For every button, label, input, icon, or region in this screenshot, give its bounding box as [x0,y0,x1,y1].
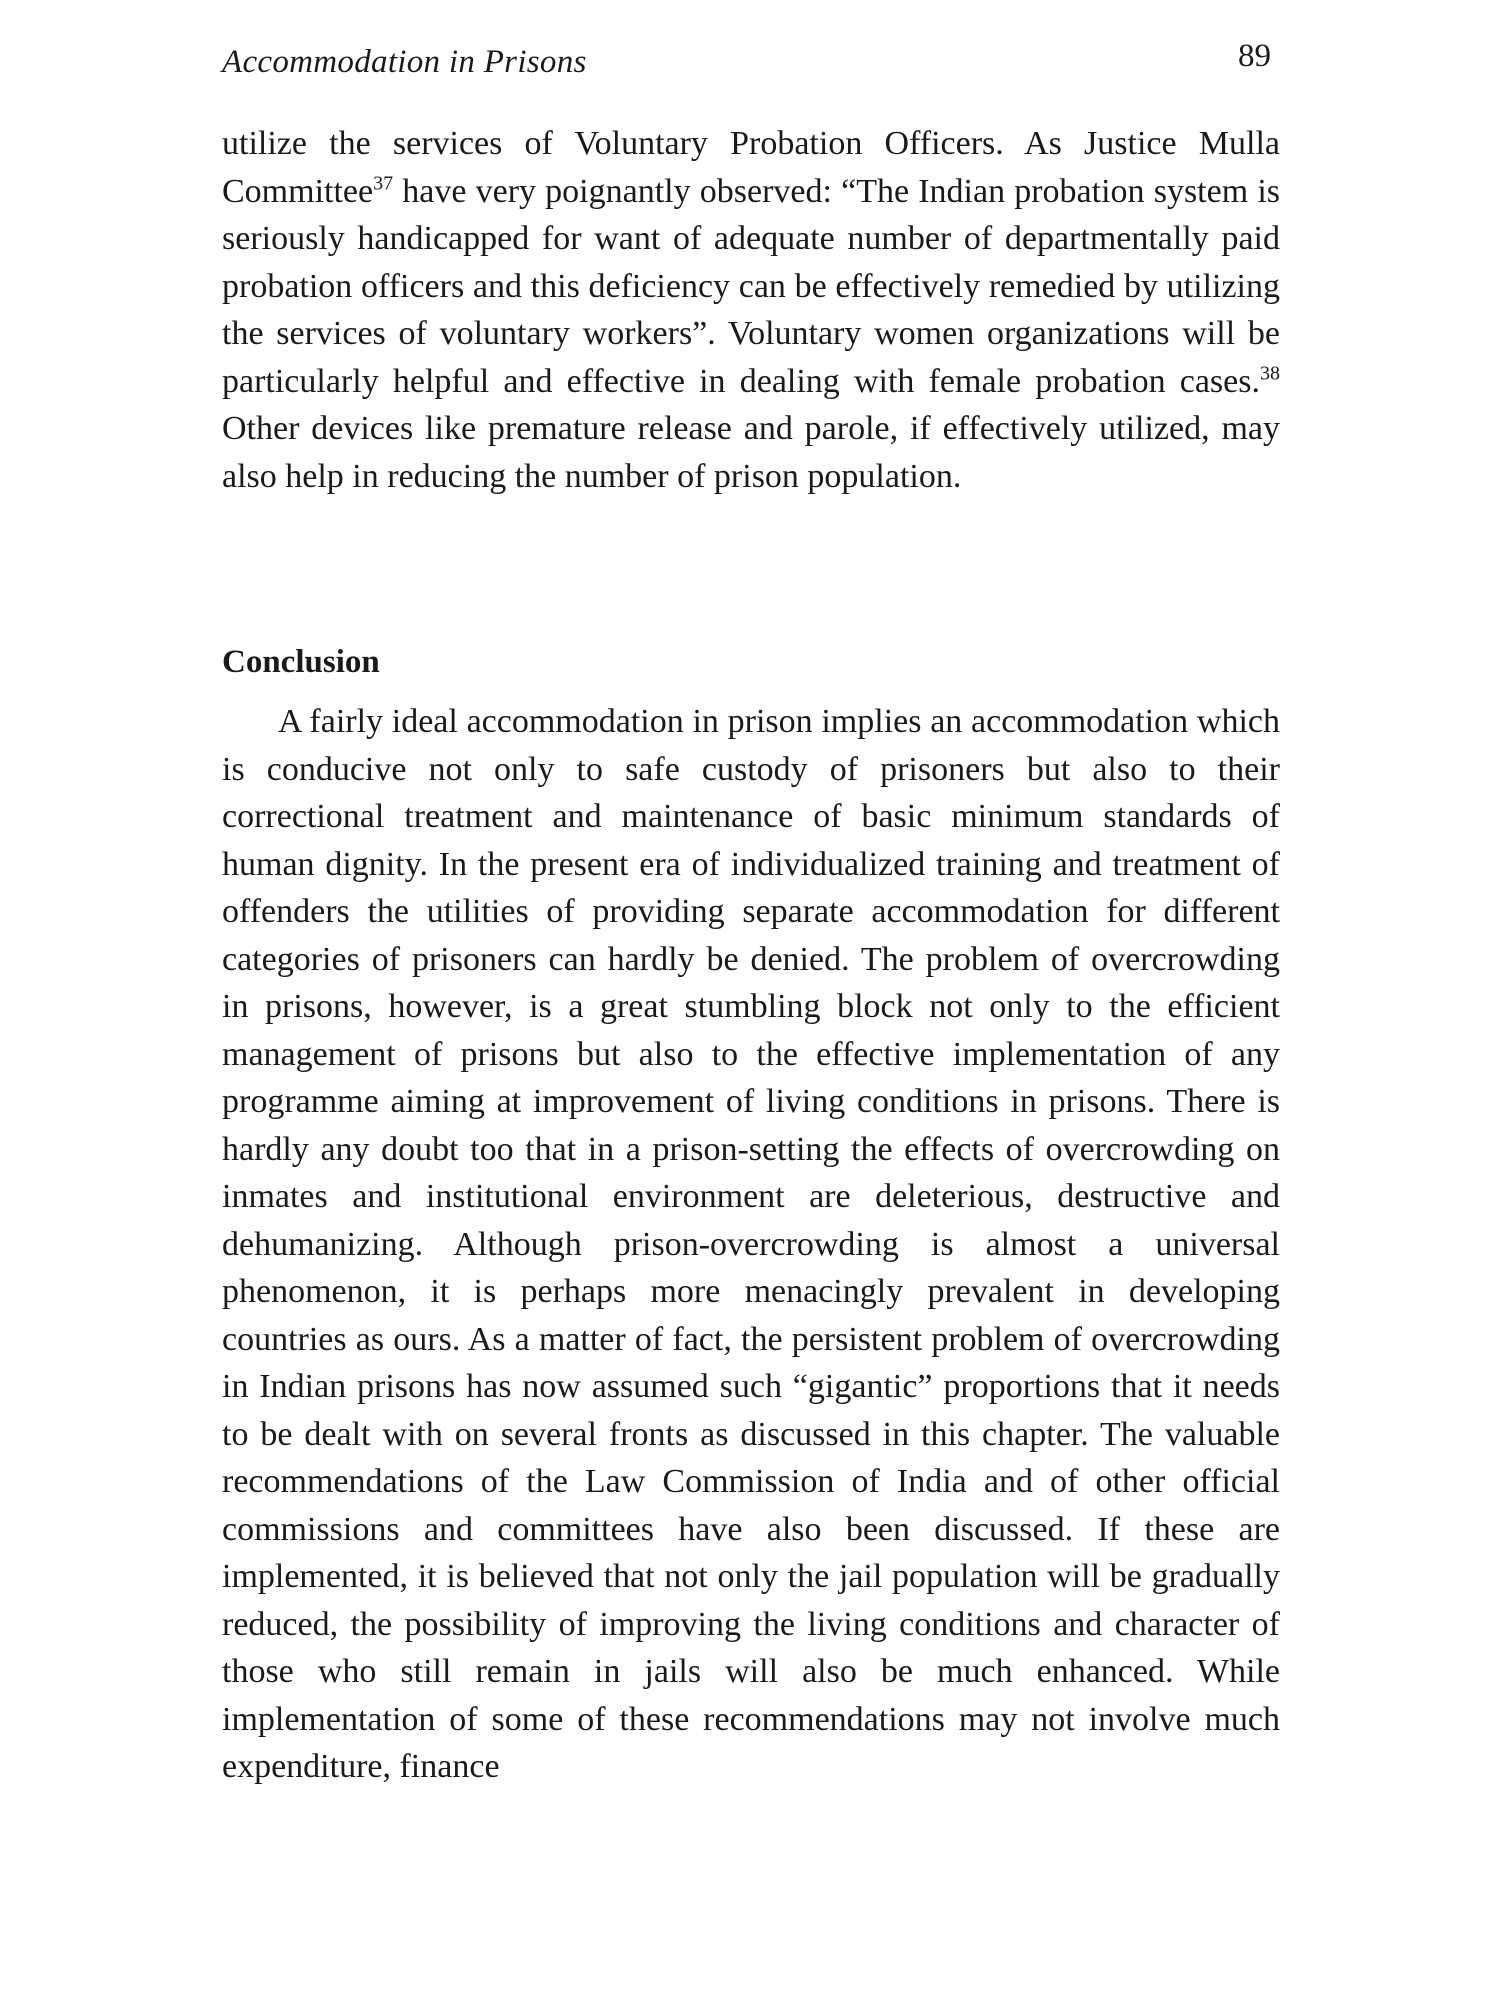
running-head: Accommodation in Prisons [222,44,587,80]
paragraph-text: Other devices like premature release and parole, if effectively utilized, may also help in reducing the number of prison population. [222,410,1280,495]
paragraph-text: utilize the services of Voluntary Probation Officers. As Justice Mulla Committee [222,125,1280,210]
footnote-ref-38: 38 [1260,362,1280,385]
paragraph-probation [222,120,1280,500]
section-heading-conclusion: Conclusion [222,644,380,680]
paragraph-conclusion: A fairly ideal accommodation in prison implies an accommodation which is conducive not only to safe custody of prisoners but also to their correctional treatment and maintenance of basic minimum standards of human dignity. In the present era of individualized training and treatment of offenders the utilities of providing separate accommodation for different categories of prisoners can hardly be denied. The problem of overcrowding in prisons, however, is a great stumbling block not only to the efficient management of prisons but also to the effective implementation of any programme aiming at improvement of living conditions in prisons. There is hardly any doubt too that in a prison-setting the effects of overcrowding on inmates and institutional environment are deleterious, destructive and dehumanizing. Although prison-overcrowding is almost a universal phenomenon, it is perhaps more menacingly prevalent in developing countries as ours. As a matter of fact, the persistent problem of overcrowding in Indian prisons has now assumed such “gigantic” proportions that it needs to be dealt with on several fronts as discussed in this chapter. The valuable recommendations of the Law Commission of India and of other official commissions and committees have also been discussed. If these are implemented, it is believed that not only the jail population will be gradually reduced, the possibility of improving the living conditions and character of those who still remain in jails will also be much enhanced. While implementation of some of these recommendations may not involve much expenditure, finance [222,703,1280,1785]
paragraph-text: have very poignantly observed: “The Indian probation system is seriously handicapped for want of adequate number of departmentally paid probation officers and this deficiency can be effectively remedied by utilizing the services of voluntary workers”. Voluntary women organizations will be particularly helpful and effective in dealing with female probation cases. [222,172,1280,400]
footnote-ref-37: 37 [373,172,394,195]
page-number: 89 [1238,38,1271,74]
